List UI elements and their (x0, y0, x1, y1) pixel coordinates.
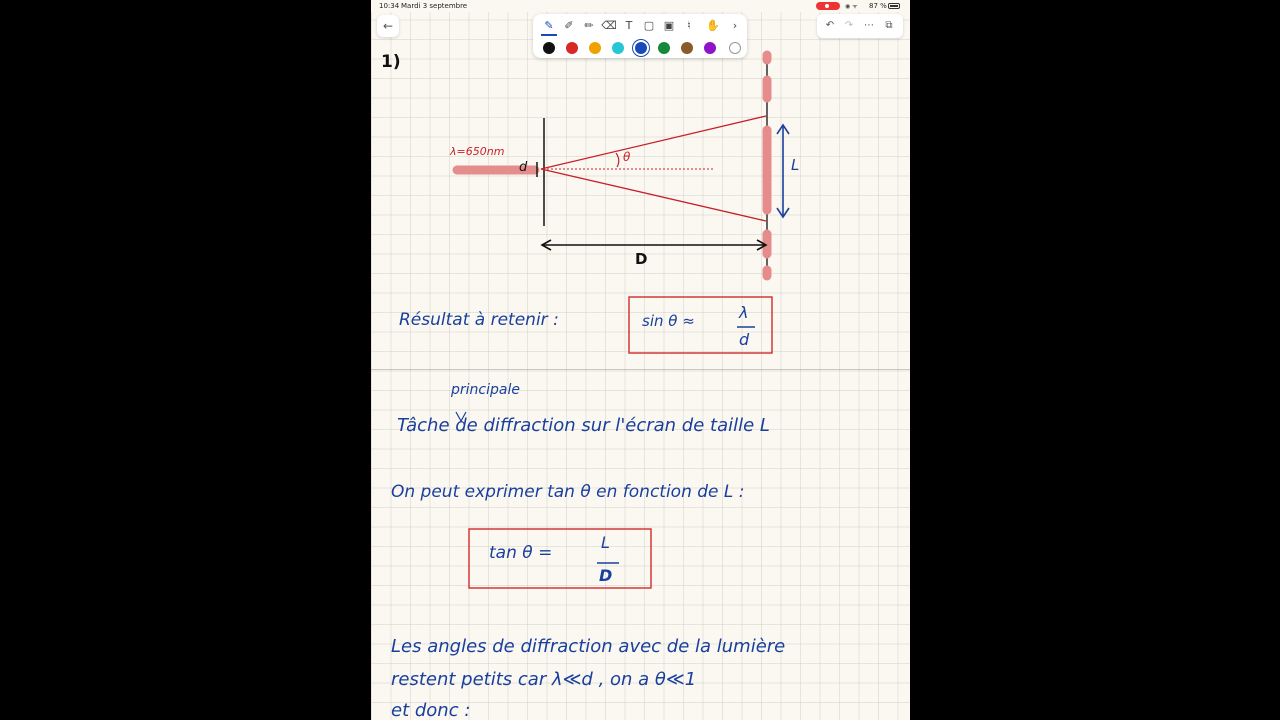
result-numerator: λ (739, 303, 749, 322)
result-label: Résultat à retenir : (399, 310, 559, 330)
tache-line: Tâche de diffraction sur l'écran de taille L (397, 415, 770, 436)
eraser-icon[interactable]: ⌫ (601, 19, 617, 32)
text-icon[interactable]: T (625, 19, 633, 32)
ipad-screen (371, 0, 910, 720)
lower-ray (541, 169, 766, 221)
result-denominator: d (739, 330, 750, 349)
more-options-icon[interactable]: ⋯ (864, 20, 874, 31)
redo-icon[interactable]: ↷ (844, 20, 854, 31)
lambda-label: λ=650nm (450, 145, 505, 158)
wifi-icon: ◉ ᯤ (845, 3, 858, 10)
battery-level: 87 % (869, 2, 887, 10)
diffraction-diagram (371, 0, 910, 720)
principale-annotation: principale (451, 382, 520, 398)
tan-formula: tan θ = (489, 543, 553, 563)
image-icon[interactable]: ▣ (663, 19, 675, 32)
result-formula: sin θ ≈ (642, 312, 695, 330)
hand-icon[interactable]: ✋ (706, 19, 720, 32)
pencil-icon[interactable]: ✏ (584, 19, 594, 32)
chevron-right-icon[interactable]: › (732, 19, 738, 32)
highlighter-icon[interactable]: ✐ (564, 19, 574, 32)
upper-ray (541, 116, 766, 169)
tan-intro: On peut exprimer tan θ en fonction de L : (391, 482, 745, 502)
D-label: D (635, 250, 648, 268)
page-separator (371, 369, 910, 370)
angles-line-3: et donc : (391, 700, 471, 720)
microphone-icon[interactable]: ♮ (687, 19, 691, 32)
pages-icon[interactable]: ⧉ (885, 20, 893, 31)
shape-icon[interactable]: ▢ (643, 19, 655, 32)
status-time: 10:34 (379, 2, 400, 10)
pen-icon[interactable]: ✎ (541, 18, 557, 36)
d-label: d (519, 160, 528, 175)
theta-label: θ (623, 150, 631, 164)
L-label: L (791, 156, 800, 174)
angles-line-2: restent petits car λ≪d , on a θ≪1 (391, 669, 697, 690)
tan-numerator: L (601, 533, 610, 552)
theta-arc (616, 153, 619, 167)
undo-icon[interactable]: ↶ (825, 20, 835, 31)
angles-line-1: Les angles de diffraction avec de la lumière (391, 636, 786, 657)
tan-denominator: D (599, 566, 613, 585)
status-date: Mardi 3 septembre (401, 2, 468, 10)
section-number: 1) (381, 52, 401, 72)
back-button[interactable]: ← (377, 15, 399, 37)
